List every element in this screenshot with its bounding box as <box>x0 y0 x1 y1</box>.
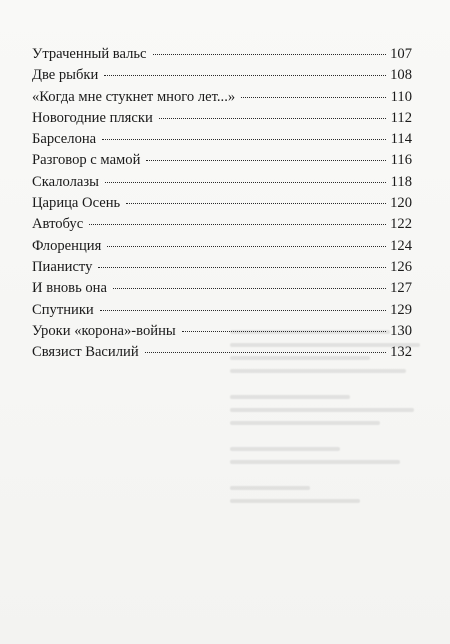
toc-entry-title: Флоренция <box>32 237 102 254</box>
dot-leader <box>105 174 386 183</box>
reverse-side-bleed-through <box>230 330 430 570</box>
toc-entry <box>32 129 412 150</box>
toc-entry-page-number: 130 <box>390 322 412 339</box>
toc-entry-page-number: 132 <box>390 344 412 361</box>
toc-entry <box>32 300 412 321</box>
toc-entry-title: Разговор с мамой <box>32 152 141 169</box>
toc-entry-page-number: 122 <box>390 216 412 233</box>
toc-entry <box>32 214 412 235</box>
table-of-contents <box>32 44 412 363</box>
toc-entry-title: И вновь она <box>32 280 107 297</box>
dot-leader <box>145 344 386 353</box>
dot-leader <box>104 67 386 76</box>
toc-entry-title: Пианисту <box>32 258 93 275</box>
toc-entry-page-number: 124 <box>390 237 412 254</box>
toc-entry-title: Скалолазы <box>32 173 99 190</box>
toc-entry <box>32 172 412 193</box>
toc-entry-page-number: 129 <box>390 301 412 318</box>
toc-entry-page-number: 108 <box>390 67 412 84</box>
dot-leader <box>153 46 387 55</box>
dot-leader <box>241 89 386 98</box>
dot-leader <box>126 195 386 204</box>
dot-leader <box>98 259 386 268</box>
dot-leader <box>107 238 386 247</box>
toc-entry <box>32 87 412 108</box>
toc-entry-title: Уроки «корона»-войны <box>32 322 176 339</box>
toc-entry <box>32 342 412 363</box>
toc-entry <box>32 321 412 342</box>
toc-entry-page-number: 114 <box>390 131 412 148</box>
toc-entry-title: «Когда мне стукнет много лет...» <box>32 88 236 105</box>
toc-entry-page-number: 120 <box>390 195 412 212</box>
toc-entry-title: Связист Василий <box>32 344 139 361</box>
dot-leader <box>182 323 386 332</box>
toc-entry-page-number: 116 <box>390 152 412 169</box>
dot-leader <box>146 152 386 161</box>
toc-entry-page-number: 126 <box>390 258 412 275</box>
toc-entry-page-number: 112 <box>390 109 412 126</box>
toc-entry-page-number: 107 <box>390 46 412 62</box>
dot-leader <box>159 110 386 119</box>
toc-entry-page-number: 118 <box>390 173 412 190</box>
toc-entry-page-number: 127 <box>390 280 412 297</box>
dot-leader <box>89 216 386 225</box>
toc-entry-page-number: 110 <box>390 88 412 105</box>
toc-entry-title: Спутники <box>32 301 94 318</box>
toc-entry-title: Две рыбки <box>32 67 99 84</box>
toc-entry-title: Царица Осень <box>32 195 121 212</box>
dot-leader <box>100 302 386 311</box>
toc-entry <box>32 193 412 214</box>
toc-entry-title: Утраченный вальс <box>32 46 147 62</box>
toc-entry <box>32 257 412 278</box>
toc-entry-title: Автобус <box>32 216 84 233</box>
toc-entry-title: Барселона <box>32 131 97 148</box>
toc-entry <box>32 44 412 65</box>
toc-entry-title: Новогодние пляски <box>32 109 153 126</box>
toc-entry <box>32 278 412 299</box>
toc-entry <box>32 108 412 129</box>
toc-entry <box>32 150 412 171</box>
dot-leader <box>102 131 386 140</box>
dot-leader <box>113 280 386 289</box>
toc-entry <box>32 65 412 86</box>
toc-entry <box>32 236 412 257</box>
